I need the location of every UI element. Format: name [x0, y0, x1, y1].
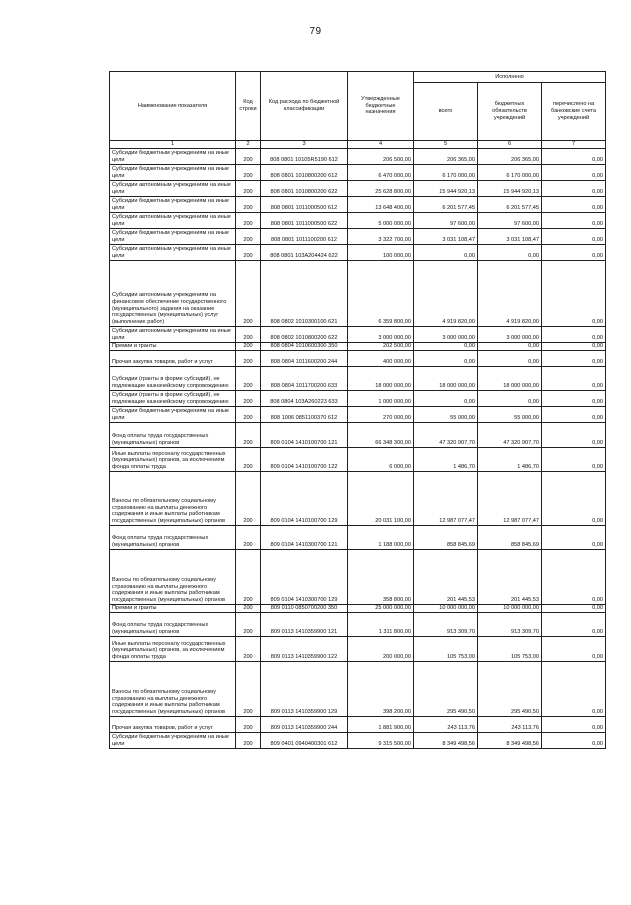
page-number: 79 [309, 26, 322, 37]
row-transferred-cell: 0,00 [542, 637, 606, 662]
table-row [110, 662, 606, 717]
row-transferred-cell: 0,00 [542, 229, 606, 245]
row-name-cell: Субсидии бюджетным учреждениям на иные цели [110, 197, 236, 213]
row-obligations-cell: 4 919 820,00 [478, 261, 542, 327]
table-row [110, 327, 606, 343]
row-transferred-cell: 0,00 [542, 448, 606, 472]
row-total-cell: 3 031 108,47 [414, 229, 478, 245]
row-transferred-cell: 0,00 [542, 181, 606, 197]
row-obligations-cell: 97 600,00 [478, 213, 542, 229]
row-name-cell: Взносы по обязательному социальному страхованию на выплаты денежного содержания и иные выплаты работникам государственных (муниципальных) органов [110, 662, 236, 717]
row-budget-code-cell: 809 0113 1410359900 244 [261, 717, 348, 733]
row-name-cell: Субсидии бюджетным учреждениям на иные цели [110, 229, 236, 245]
row-total-cell: 1 486,70 [414, 448, 478, 472]
table-row [110, 213, 606, 229]
row-budget-code-cell: 808 0801 1011000500 612 [261, 197, 348, 213]
row-name-cell: Субсидии бюджетным учреждениям на иные цели [110, 165, 236, 181]
row-line-code-cell: 200 [236, 472, 261, 526]
row-budget-code-cell: 809 0401 0940400301 612 [261, 733, 348, 749]
row-line-code-cell: 200 [236, 448, 261, 472]
row-name-cell: Субсидии автономным учреждениям на иные цели [110, 213, 236, 229]
row-obligations-cell: 0,00 [478, 343, 542, 351]
table-row [110, 448, 606, 472]
row-total-cell: 858 845,69 [414, 526, 478, 550]
row-obligations-cell: 12 987 077,47 [478, 472, 542, 526]
header-name: Наименование показателя [110, 72, 236, 141]
row-name-cell: Субсидии автономным учреждениям на иные цели [110, 245, 236, 261]
header-budget-code: Код расхода по бюджетной классификации [261, 72, 348, 141]
row-transferred-cell: 0,00 [542, 213, 606, 229]
row-obligations-cell: 6 201 577,45 [478, 197, 542, 213]
header-transferred: перечислено на банковские счета учреждений [542, 83, 606, 141]
row-obligations-cell: 6 170 000,00 [478, 165, 542, 181]
row-budget-code-cell: 808 0801 1010800200 622 [261, 181, 348, 197]
column-number: 3 [261, 141, 348, 149]
row-name-cell: Субсидии бюджетным учреждениям на иные цели [110, 407, 236, 423]
table-body [110, 149, 606, 749]
row-budget-code-cell: 809 0104 1410100700 121 [261, 423, 348, 448]
row-obligations-cell: 0,00 [478, 245, 542, 261]
expenditure-table [109, 71, 606, 749]
row-line-code-cell: 200 [236, 181, 261, 197]
row-obligations-cell: 243 113,76 [478, 717, 542, 733]
row-approved-cell: 358 800,00 [348, 550, 414, 605]
table-row [110, 367, 606, 391]
row-obligations-cell: 105 753,00 [478, 637, 542, 662]
row-total-cell: 0,00 [414, 245, 478, 261]
row-line-code-cell: 200 [236, 367, 261, 391]
row-obligations-cell: 3 000 000,00 [478, 327, 542, 343]
row-line-code-cell: 200 [236, 605, 261, 613]
row-transferred-cell: 0,00 [542, 343, 606, 351]
row-budget-code-cell: 808 0802 1010800200 622 [261, 327, 348, 343]
row-approved-cell: 25 628 800,00 [348, 181, 414, 197]
row-approved-cell: 200 000,00 [348, 637, 414, 662]
row-transferred-cell: 0,00 [542, 733, 606, 749]
row-total-cell: 6 201 577,45 [414, 197, 478, 213]
row-approved-cell: 270 000,00 [348, 407, 414, 423]
row-line-code-cell: 200 [236, 327, 261, 343]
row-budget-code-cell: 808 0802 1010300100 621 [261, 261, 348, 327]
header-executed: Исполнено [414, 72, 606, 83]
row-budget-code-cell: 808 0801 1011100200 612 [261, 229, 348, 245]
row-total-cell: 4 919 820,00 [414, 261, 478, 327]
row-approved-cell: 400 000,00 [348, 351, 414, 367]
table-row [110, 165, 606, 181]
row-total-cell: 47 320 907,70 [414, 423, 478, 448]
row-transferred-cell: 0,00 [542, 245, 606, 261]
table-row [110, 245, 606, 261]
row-total-cell: 6 170 000,00 [414, 165, 478, 181]
row-line-code-cell: 200 [236, 229, 261, 245]
row-total-cell: 206 365,00 [414, 149, 478, 165]
row-budget-code-cell: 808 0801 10105R5190 612 [261, 149, 348, 165]
row-total-cell: 0,00 [414, 391, 478, 407]
row-transferred-cell: 0,00 [542, 605, 606, 613]
row-name-cell: Фонд оплаты труда государственных (муниципальных) органов [110, 613, 236, 637]
row-line-code-cell: 200 [236, 662, 261, 717]
row-transferred-cell: 0,00 [542, 367, 606, 391]
row-name-cell: Прочая закупка товаров, работ и услуг [110, 351, 236, 367]
header-approved: Утвержденные бюджетные назначения [348, 72, 414, 141]
row-obligations-cell: 10 000 000,00 [478, 605, 542, 613]
row-name-cell: Фонд оплаты труда государственных (муниципальных) органов [110, 526, 236, 550]
row-obligations-cell: 1 486,70 [478, 448, 542, 472]
row-obligations-cell: 0,00 [478, 391, 542, 407]
row-transferred-cell: 0,00 [542, 197, 606, 213]
table-row [110, 717, 606, 733]
table-row [110, 550, 606, 605]
table-row [110, 351, 606, 367]
row-budget-code-cell: 808 0801 1010800200 612 [261, 165, 348, 181]
row-name-cell: Взносы по обязательному социальному страхованию на выплаты денежного содержания и иные выплаты работникам государственных (муниципальных) органов [110, 550, 236, 605]
row-transferred-cell: 0,00 [542, 526, 606, 550]
row-approved-cell: 206 500,00 [348, 149, 414, 165]
row-obligations-cell: 18 000 000,00 [478, 367, 542, 391]
row-transferred-cell: 0,00 [542, 165, 606, 181]
row-name-cell: Взносы по обязательному социальному страхованию на выплаты денежного содержания и иные выплаты работникам государственных (муниципальных) органов [110, 472, 236, 526]
column-number: 6 [478, 141, 542, 149]
row-approved-cell: 100 000,00 [348, 245, 414, 261]
table-row [110, 343, 606, 351]
row-line-code-cell: 200 [236, 165, 261, 181]
row-line-code-cell: 200 [236, 526, 261, 550]
row-budget-code-cell: 809 0104 1410100700 122 [261, 448, 348, 472]
table-row [110, 526, 606, 550]
row-budget-code-cell: 808 1006 0851100370 612 [261, 407, 348, 423]
column-number: 4 [348, 141, 414, 149]
row-obligations-cell: 47 320 907,70 [478, 423, 542, 448]
row-line-code-cell: 200 [236, 733, 261, 749]
row-line-code-cell: 200 [236, 197, 261, 213]
row-budget-code-cell: 808 0804 1010600300 350 [261, 343, 348, 351]
row-total-cell: 0,00 [414, 343, 478, 351]
row-approved-cell: 1 311 800,00 [348, 613, 414, 637]
row-approved-cell: 20 031 100,00 [348, 472, 414, 526]
row-obligations-cell: 8 349 498,56 [478, 733, 542, 749]
column-number-row [110, 141, 606, 149]
table-row [110, 733, 606, 749]
row-obligations-cell: 3 031 108,47 [478, 229, 542, 245]
row-line-code-cell: 200 [236, 213, 261, 229]
table-row [110, 407, 606, 423]
row-name-cell: Иные выплаты персоналу государственных (муниципальных) органов, за исключением фонда оплаты труда [110, 448, 236, 472]
header-line-code: Код строки [236, 72, 261, 141]
row-total-cell: 201 445,53 [414, 550, 478, 605]
table-row [110, 391, 606, 407]
row-total-cell: 913 309,70 [414, 613, 478, 637]
row-budget-code-cell: 809 0110 0850700200 350 [261, 605, 348, 613]
header-budget-obligations: бюджетных обязательств учреждений [478, 83, 542, 141]
row-transferred-cell: 0,00 [542, 391, 606, 407]
row-transferred-cell: 0,00 [542, 423, 606, 448]
row-line-code-cell: 200 [236, 407, 261, 423]
row-line-code-cell: 200 [236, 149, 261, 165]
row-name-cell: Субсидии автономным учреждениям на иные цели [110, 327, 236, 343]
row-obligations-cell: 858 845,69 [478, 526, 542, 550]
row-obligations-cell: 913 309,70 [478, 613, 542, 637]
table-row [110, 261, 606, 327]
row-approved-cell: 398 200,00 [348, 662, 414, 717]
row-approved-cell: 5 000 000,00 [348, 213, 414, 229]
row-budget-code-cell: 809 0113 1410359900 122 [261, 637, 348, 662]
row-approved-cell: 6 470 000,00 [348, 165, 414, 181]
row-budget-code-cell: 808 0804 103A260223 633 [261, 391, 348, 407]
row-total-cell: 97 600,00 [414, 213, 478, 229]
row-transferred-cell: 0,00 [542, 662, 606, 717]
row-approved-cell: 6 000,00 [348, 448, 414, 472]
row-total-cell: 18 000 000,00 [414, 367, 478, 391]
row-name-cell: Фонд оплаты труда государственных (муниципальных) органов [110, 423, 236, 448]
table-row [110, 197, 606, 213]
row-total-cell: 12 987 077,47 [414, 472, 478, 526]
column-number: 1 [110, 141, 236, 149]
row-budget-code-cell: 808 0804 1011600200 244 [261, 351, 348, 367]
row-line-code-cell: 200 [236, 245, 261, 261]
row-total-cell: 295 490,50 [414, 662, 478, 717]
row-name-cell: Субсидии автономным учреждениям на иные цели [110, 181, 236, 197]
table-row [110, 181, 606, 197]
row-approved-cell: 3 000 000,00 [348, 327, 414, 343]
row-transferred-cell: 0,00 [542, 261, 606, 327]
row-budget-code-cell: 808 0801 1011000500 622 [261, 213, 348, 229]
row-line-code-cell: 200 [236, 261, 261, 327]
row-line-code-cell: 200 [236, 391, 261, 407]
row-transferred-cell: 0,00 [542, 351, 606, 367]
row-name-cell: Субсидии автономным учреждениям на финансовое обеспечение государственного (муниципального) задания на оказание государственных (муниципальных) услуг (выполнение работ) [110, 261, 236, 327]
row-line-code-cell: 200 [236, 351, 261, 367]
row-transferred-cell: 0,00 [542, 407, 606, 423]
row-budget-code-cell: 809 0104 1410300700 121 [261, 526, 348, 550]
row-total-cell: 105 753,00 [414, 637, 478, 662]
row-line-code-cell: 200 [236, 637, 261, 662]
row-transferred-cell: 0,00 [542, 550, 606, 605]
row-approved-cell: 1 188 000,00 [348, 526, 414, 550]
row-transferred-cell: 0,00 [542, 717, 606, 733]
row-budget-code-cell: 808 0804 1011700200 633 [261, 367, 348, 391]
column-number: 7 [542, 141, 606, 149]
row-name-cell: Субсидии бюджетным учреждениям на иные цели [110, 149, 236, 165]
row-approved-cell: 1 881 900,00 [348, 717, 414, 733]
row-total-cell: 15 944 920,13 [414, 181, 478, 197]
row-transferred-cell: 0,00 [542, 613, 606, 637]
row-approved-cell: 18 000 000,00 [348, 367, 414, 391]
row-obligations-cell: 201 445,53 [478, 550, 542, 605]
table-row [110, 423, 606, 448]
row-approved-cell: 6 359 800,00 [348, 261, 414, 327]
row-approved-cell: 25 000 000,00 [348, 605, 414, 613]
table-row [110, 149, 606, 165]
row-budget-code-cell: 809 0113 1410359900 129 [261, 662, 348, 717]
row-transferred-cell: 0,00 [542, 149, 606, 165]
row-name-cell: Иные выплаты персоналу государственных (муниципальных) органов, за исключением фонда оплаты труда [110, 637, 236, 662]
table-row [110, 229, 606, 245]
row-approved-cell: 3 322 700,00 [348, 229, 414, 245]
row-approved-cell: 66 348 300,00 [348, 423, 414, 448]
row-total-cell: 8 349 498,56 [414, 733, 478, 749]
row-budget-code-cell: 809 0104 1410300700 129 [261, 550, 348, 605]
row-name-cell: Субсидии (гранты в форме субсидий), не подлежащие казначейскому сопровождению [110, 367, 236, 391]
row-approved-cell: 1 000 000,00 [348, 391, 414, 407]
row-total-cell: 243 113,76 [414, 717, 478, 733]
row-line-code-cell: 200 [236, 423, 261, 448]
row-budget-code-cell: 809 0113 1410359900 121 [261, 613, 348, 637]
row-approved-cell: 9 315 500,00 [348, 733, 414, 749]
table-row [110, 613, 606, 637]
header-total: всего [414, 83, 478, 141]
row-line-code-cell: 200 [236, 613, 261, 637]
row-total-cell: 10 000 000,00 [414, 605, 478, 613]
row-name-cell: Премии и гранты [110, 343, 236, 351]
row-line-code-cell: 200 [236, 717, 261, 733]
row-name-cell: Прочая закупка товаров, работ и услуг [110, 717, 236, 733]
row-line-code-cell: 200 [236, 550, 261, 605]
row-approved-cell: 13 648 400,00 [348, 197, 414, 213]
column-number: 2 [236, 141, 261, 149]
row-obligations-cell: 55 000,00 [478, 407, 542, 423]
row-obligations-cell: 0,00 [478, 351, 542, 367]
row-total-cell: 0,00 [414, 351, 478, 367]
row-total-cell: 3 000 000,00 [414, 327, 478, 343]
row-budget-code-cell: 809 0104 1410100700 129 [261, 472, 348, 526]
row-obligations-cell: 295 490,50 [478, 662, 542, 717]
row-transferred-cell: 0,00 [542, 472, 606, 526]
table-row [110, 472, 606, 526]
row-name-cell: Субсидии бюджетным учреждениям на иные цели [110, 733, 236, 749]
row-obligations-cell: 15 944 920,13 [478, 181, 542, 197]
table-row [110, 637, 606, 662]
row-name-cell: Премии и гранты [110, 605, 236, 613]
column-number: 5 [414, 141, 478, 149]
row-approved-cell: 202 500,00 [348, 343, 414, 351]
row-transferred-cell: 0,00 [542, 327, 606, 343]
row-line-code-cell: 200 [236, 343, 261, 351]
row-name-cell: Субсидии (гранты в форме субсидий), не подлежащие казначейскому сопровождению [110, 391, 236, 407]
table-row [110, 605, 606, 613]
row-obligations-cell: 206 365,00 [478, 149, 542, 165]
row-budget-code-cell: 808 0801 103A204424 622 [261, 245, 348, 261]
row-total-cell: 55 000,00 [414, 407, 478, 423]
